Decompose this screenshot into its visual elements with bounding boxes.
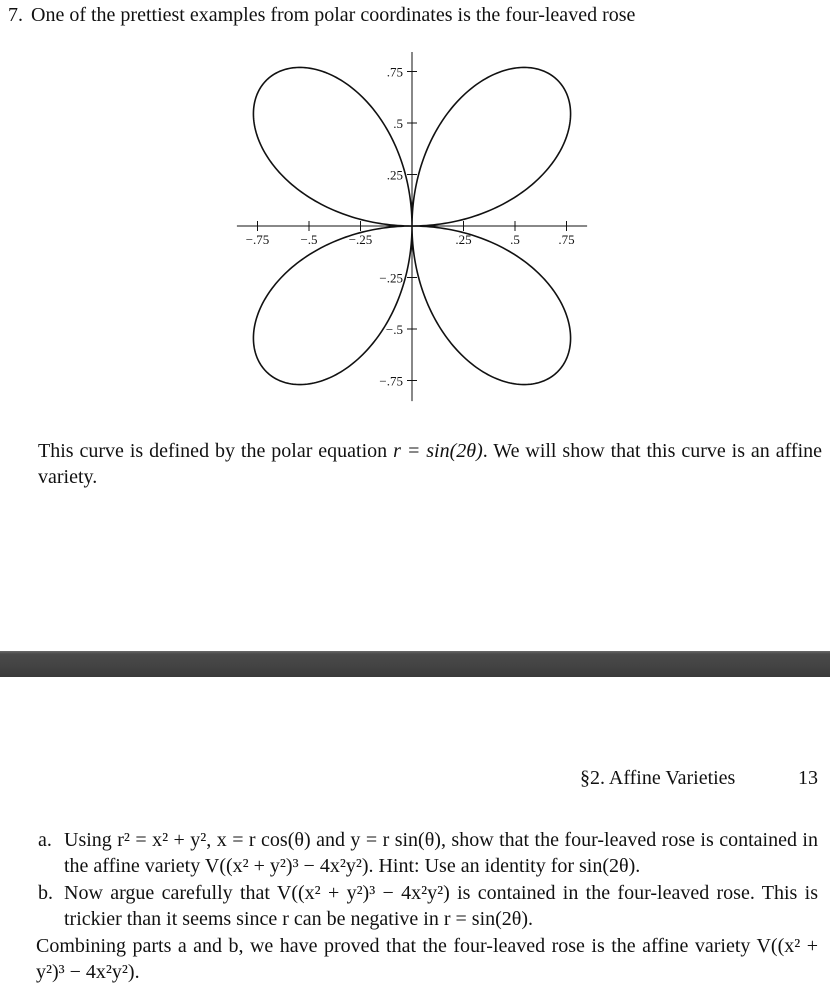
curve-description bbox=[38, 438, 822, 490]
desc-post: . We will show that this curve is an affine variety. bbox=[38, 440, 823, 488]
y-tick-label: .75 bbox=[386, 64, 403, 80]
desc-pre: This curve is defined by the polar equation bbox=[38, 440, 394, 462]
x-tick-label: .25 bbox=[455, 232, 472, 247]
page-bottom bbox=[0, 677, 830, 984]
x-tick-label: −.25 bbox=[348, 232, 373, 247]
x-tick-label: −.5 bbox=[300, 232, 318, 247]
problem-number: 7. bbox=[8, 4, 23, 26]
y-tick-label: −.25 bbox=[379, 270, 403, 286]
part-b-label: b. bbox=[38, 882, 53, 904]
part-a-label: a. bbox=[38, 829, 52, 851]
part-b bbox=[38, 880, 818, 932]
part-b-text: Now argue carefully that V((x² + y²)³ − 4x²y²) is contained in the four-leaved rose. This is trickier than it seems since r can be negative in r = sin(2θ). bbox=[64, 882, 818, 930]
y-tick-label: −.75 bbox=[379, 373, 403, 389]
part-a-text: Using r² = x² + y², x = r cos(θ) and y = r sin(θ), show that the four-leaved rose is contained in the affine variety V((x² + y²)³ − 4x²y²). Hint: Use an identity for sin(2θ). bbox=[64, 829, 818, 877]
page-divider bbox=[0, 651, 830, 677]
rose-plot bbox=[220, 52, 600, 402]
x-tick-label: .75 bbox=[558, 232, 575, 247]
part-a bbox=[38, 827, 818, 879]
y-tick-label: −.5 bbox=[385, 322, 403, 337]
conclusion: Combining parts a and b, we have proved that the four-leaved rose is the affine variety V((x² + y²)³ − 4x²y²). bbox=[36, 935, 818, 983]
problem-intro: One of the prettiest examples from polar coordinates is the four-leaved rose bbox=[31, 4, 636, 26]
page-number: 13 bbox=[798, 767, 818, 789]
x-tick-label: .5 bbox=[510, 232, 520, 247]
x-tick-label: −.75 bbox=[245, 232, 270, 247]
polar-equation: r = sin(2θ) bbox=[393, 440, 483, 462]
y-tick-label: .25 bbox=[386, 167, 403, 183]
running-head: §2. Affine Varieties bbox=[580, 767, 736, 789]
problem-heading bbox=[8, 4, 635, 27]
y-tick-label: .5 bbox=[393, 116, 403, 131]
